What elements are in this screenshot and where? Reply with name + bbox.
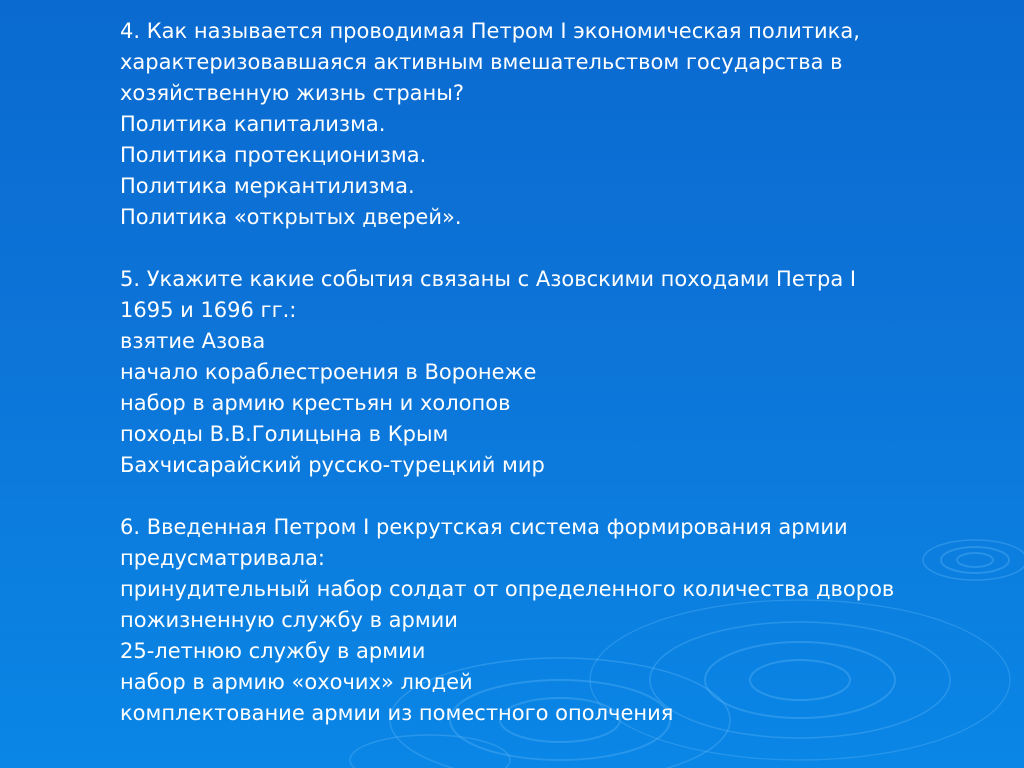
question-6-text-line-2: предусматривала: bbox=[120, 546, 326, 570]
slide-content bbox=[120, 16, 1000, 760]
question-6-text-line-1: 6. Введенная Петром I рекрутская система формирования армии bbox=[120, 515, 848, 539]
question-5-option-3: набор в армию крестьян и холопов bbox=[120, 391, 511, 415]
question-4-text-line-3: хозяйственную жизнь страны? bbox=[120, 81, 464, 105]
question-6-option-4: набор в армию «охочих» людей bbox=[120, 670, 473, 694]
question-4 bbox=[120, 16, 1000, 233]
question-5-text-line-2: 1695 и 1696 гг.: bbox=[120, 298, 297, 322]
question-5-option-2: начало кораблестроения в Воронеже bbox=[120, 360, 537, 384]
question-4-option-1: Политика капитализма. bbox=[120, 112, 386, 136]
question-5-option-4: походы В.В.Голицына в Крым bbox=[120, 422, 449, 446]
question-4-option-4: Политика «открытых дверей». bbox=[120, 205, 462, 229]
question-5-option-5: Бахчисарайский русско-турецкий мир bbox=[120, 453, 545, 477]
question-5 bbox=[120, 264, 1000, 481]
question-6 bbox=[120, 512, 1000, 729]
question-6-option-3: 25-летнюю службу в армии bbox=[120, 639, 426, 663]
question-4-option-2: Политика протекционизма. bbox=[120, 143, 427, 167]
question-6-option-1: принудительный набор солдат от определенного количества дворов bbox=[120, 577, 895, 601]
question-5-option-1: взятие Азова bbox=[120, 329, 266, 353]
question-4-text-line-1: 4. Как называется проводимая Петром I экономическая политика, bbox=[120, 19, 860, 43]
question-4-option-3: Политика меркантилизма. bbox=[120, 174, 415, 198]
question-6-option-2: пожизненную службу в армии bbox=[120, 608, 458, 632]
question-4-text-line-2: характеризовавшаяся активным вмешательством государства в bbox=[120, 50, 843, 74]
question-6-option-5: комплектование армии из поместного ополчения bbox=[120, 701, 674, 725]
question-5-text-line-1: 5. Укажите какие события связаны с Азовскими походами Петра I bbox=[120, 267, 857, 291]
